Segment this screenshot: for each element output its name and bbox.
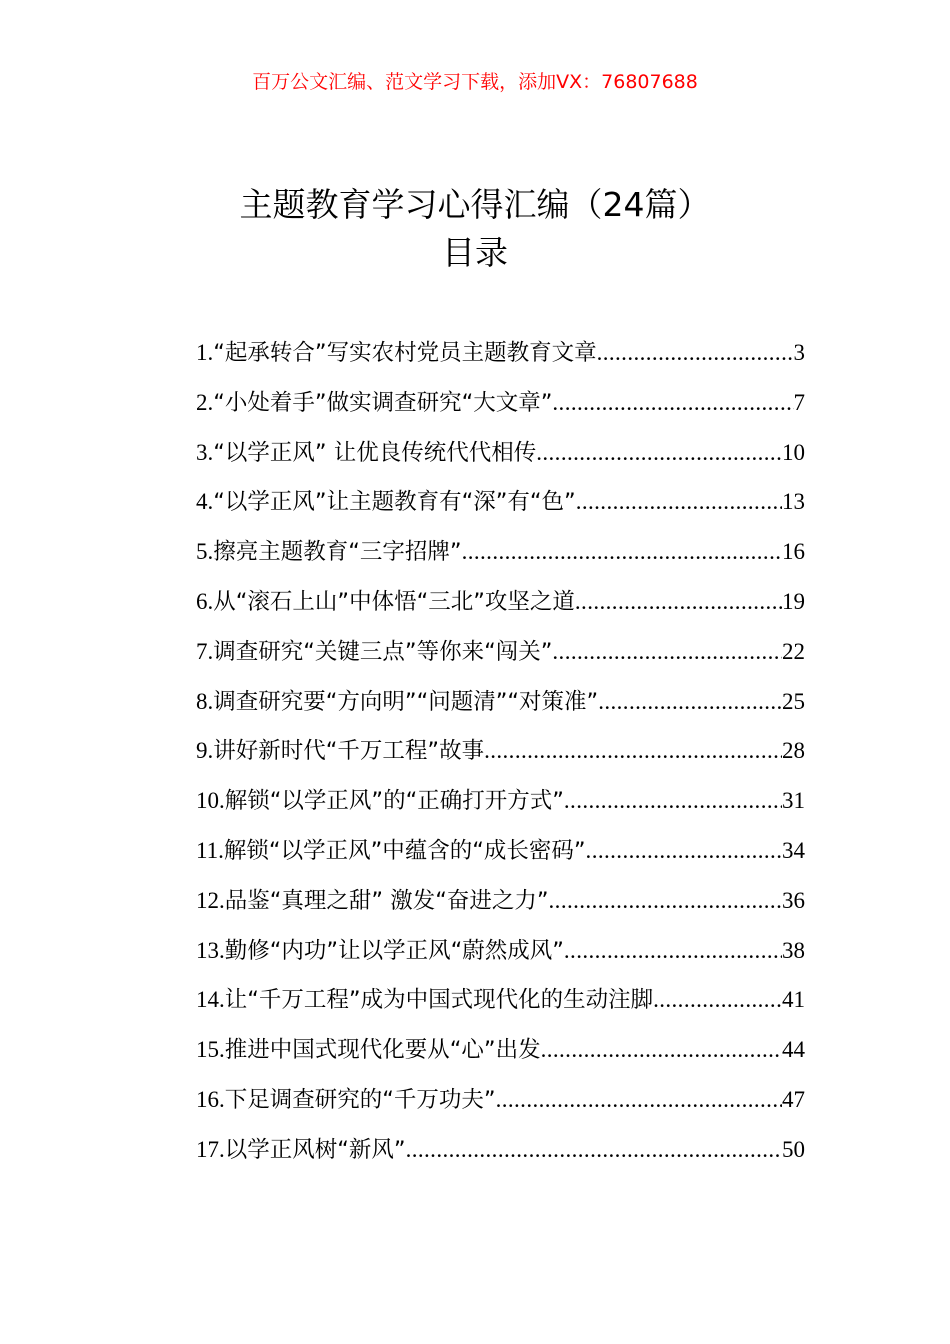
toc-dot-leader: [549, 882, 782, 920]
header-note: 百万公文汇编、范文学习下载，添加VX：76807688: [252, 71, 698, 93]
toc-dot-leader: [541, 1031, 782, 1069]
toc-entry-title: “起承转合”写实农村党员主题教育文章: [213, 340, 597, 366]
toc-entry-number: 10.: [196, 788, 225, 814]
toc-dot-leader: [653, 981, 782, 1019]
toc-entry-number: 5.: [196, 539, 214, 565]
toc-entry-title: “以学正风” 让优良传统代代相传: [213, 439, 537, 466]
toc-dot-leader: [406, 1131, 782, 1169]
toc-dot-leader: [575, 583, 782, 621]
toc-entry[interactable]: [196, 832, 805, 882]
table-of-contents: [196, 334, 805, 1181]
toc-entry[interactable]: [196, 1081, 805, 1131]
toc-entry[interactable]: [196, 384, 805, 434]
toc-entry-title: 擦亮主题教育“三字招牌”: [213, 539, 462, 566]
toc-dot-leader: [484, 732, 782, 770]
toc-entry-title: 勤修“内功”让以学正风“蔚然成风”: [224, 937, 564, 964]
toc-entry[interactable]: [196, 1131, 805, 1181]
toc-entry-page: 19: [782, 588, 805, 614]
toc-entry-page: 41: [782, 987, 805, 1013]
toc-entry-title: 让“千万工程”成为中国式现代化的生动注脚: [224, 987, 654, 1014]
toc-entry-number: 13.: [196, 937, 225, 963]
toc-entry-page: 22: [782, 638, 805, 664]
toc-entry[interactable]: [196, 1031, 805, 1081]
toc-entry-page: 7: [793, 389, 805, 415]
toc-dot-leader: [536, 434, 782, 472]
toc-entry-number: 17.: [196, 1136, 225, 1162]
toc-entry-page: 44: [782, 1037, 805, 1063]
toc-entry-title: 推进中国式现代化要从“心”出发: [224, 1037, 541, 1064]
toc-entry[interactable]: [196, 483, 805, 533]
toc-entry-title: “小处着手”做实调查研究“大文章”: [213, 389, 553, 416]
toc-entry-number: 2.: [196, 389, 214, 415]
toc-entry-title: 下足调查研究的“千万功夫”: [224, 1086, 496, 1113]
toc-entry-number: 12.: [196, 887, 225, 913]
toc-entry-page: 50: [782, 1136, 805, 1162]
toc-entry-number: 8.: [196, 688, 214, 714]
toc-dot-leader: [462, 533, 782, 571]
toc-entry[interactable]: [196, 434, 805, 484]
toc-entry-page: 3: [793, 340, 805, 365]
toc-entry[interactable]: [196, 782, 805, 832]
toc-dot-leader: [552, 633, 782, 671]
toc-entry[interactable]: [196, 683, 805, 733]
toc-entry-number: 1.: [196, 340, 214, 365]
toc-entry-page: 34: [782, 837, 805, 863]
toc-dot-leader: [597, 334, 794, 372]
toc-entry-title: 解锁“以学正风”的“正确打开方式”: [224, 788, 564, 815]
toc-entry-page: 13: [782, 489, 805, 515]
toc-entry[interactable]: [196, 882, 805, 932]
toc-entry[interactable]: [196, 533, 805, 583]
toc-entry-title: 以学正风树“新风”: [224, 1136, 406, 1163]
toc-dot-leader: [496, 1081, 782, 1119]
toc-entry-title: 调查研究要“方向明”“问题清”“对策准”: [213, 688, 599, 715]
toc-dot-leader: [598, 683, 782, 721]
toc-entry-page: 31: [782, 788, 805, 814]
toc-entry[interactable]: [196, 633, 805, 683]
toc-entry-page: 10: [782, 439, 805, 465]
toc-entry[interactable]: [196, 732, 805, 782]
toc-entry-page: 47: [782, 1086, 805, 1112]
toc-entry-title: 讲好新时代“千万工程”故事: [213, 738, 485, 765]
toc-entry-title: 调查研究“关键三点”等你来“闯关”: [213, 638, 553, 665]
toc-entry-number: 11.: [196, 837, 224, 863]
toc-entry-number: 9.: [196, 738, 214, 764]
toc-entry[interactable]: [196, 932, 805, 982]
toc-entry[interactable]: [196, 583, 805, 633]
toc-dot-leader: [576, 483, 782, 521]
toc-entry-number: 14.: [196, 987, 225, 1013]
toc-entry[interactable]: [196, 981, 805, 1031]
toc-entry-page: 36: [782, 887, 805, 913]
toc-dot-leader: [586, 832, 782, 870]
document-subtitle: 目录: [442, 233, 508, 272]
toc-entry-number: 6.: [196, 588, 214, 614]
toc-entry-page: 28: [782, 738, 805, 764]
toc-entry-number: 7.: [196, 638, 214, 664]
toc-entry-title: 品鉴“真理之甜” 激发“奋进之力”: [224, 887, 549, 914]
toc-entry-title: 解锁“以学正风”中蕴含的“成长密码”: [223, 837, 586, 864]
toc-entry-number: 15.: [196, 1037, 225, 1063]
toc-entry-number: 16.: [196, 1086, 225, 1112]
toc-dot-leader: [564, 782, 782, 820]
toc-entry-number: 4.: [196, 489, 214, 515]
toc-entry-number: 3.: [196, 439, 214, 465]
toc-entry-page: 25: [782, 688, 805, 714]
toc-entry-title: “以学正风”让主题教育有“深”有“色”: [213, 489, 576, 516]
document-title: 主题教育学习心得汇编（24篇）: [239, 185, 711, 224]
toc-entry[interactable]: [196, 334, 805, 384]
toc-entry-page: 16: [782, 539, 805, 565]
toc-dot-leader: [564, 932, 782, 970]
toc-entry-title: 从“滚石上山”中体悟“三北”攻坚之道: [213, 588, 575, 615]
toc-entry-page: 38: [782, 937, 805, 963]
toc-dot-leader: [552, 384, 793, 422]
